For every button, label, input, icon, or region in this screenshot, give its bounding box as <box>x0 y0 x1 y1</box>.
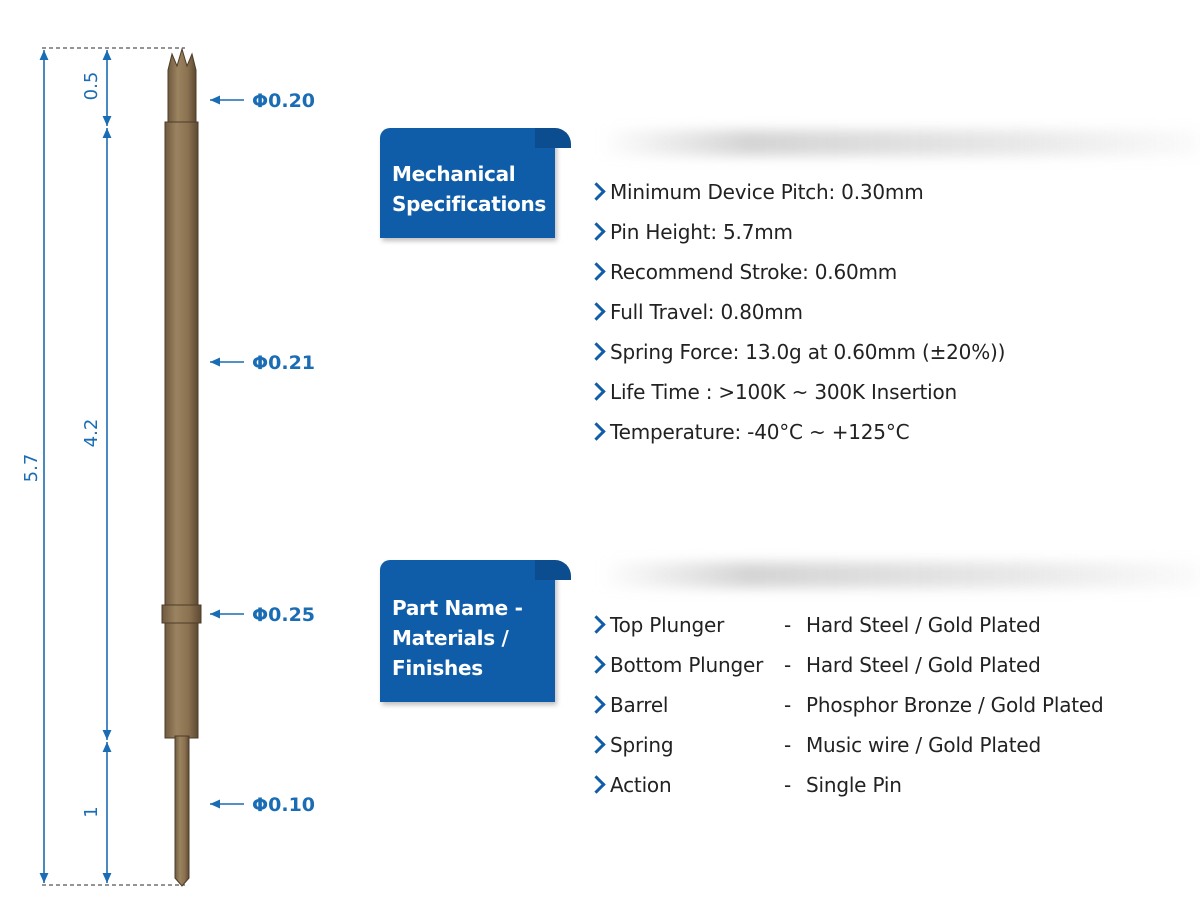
separator: - <box>784 773 792 797</box>
separator: - <box>784 613 792 637</box>
diameter-label: Φ0.20 <box>252 90 316 112</box>
diameter-label: Φ0.10 <box>252 794 316 816</box>
total-dimension-label: 5.7 <box>21 453 42 483</box>
list-item <box>588 725 1104 765</box>
spec-text: Pin Height: 5.7mm <box>610 220 793 244</box>
pin-barrel <box>165 122 198 738</box>
separator: - <box>784 693 792 717</box>
pin-crown-tip <box>168 49 196 124</box>
separator: - <box>784 733 792 757</box>
list-item <box>588 292 1005 332</box>
list-item <box>588 765 1104 805</box>
diameter-label: Φ0.25 <box>252 604 316 626</box>
spec-text: Recommend Stroke: 0.60mm <box>610 260 898 284</box>
diameter-callout-collar <box>210 604 315 626</box>
part-spec: Music wire / Gold Plated <box>806 733 1041 757</box>
materials-list <box>588 605 1104 805</box>
chevron-right-icon <box>588 252 610 292</box>
part-spec: Hard Steel / Gold Plated <box>806 653 1041 677</box>
spec-text: Spring Force: 13.0g at 0.60mm (±20%)) <box>610 340 1006 364</box>
spec-text: Minimum Device Pitch: 0.30mm <box>610 180 924 204</box>
materials-banner-title: Part Name - Materials / Finishes <box>392 596 523 680</box>
middle-dimension-label: 4.2 <box>81 418 102 448</box>
spec-text: Temperature: -40°C ~ +125°C <box>610 420 910 444</box>
chevron-right-icon <box>588 332 610 372</box>
list-item <box>588 685 1104 725</box>
pin-diagram <box>0 0 380 916</box>
pin-lower-plunger <box>175 736 189 886</box>
chevron-right-icon <box>588 212 610 252</box>
part-name: Top Plunger <box>610 613 725 637</box>
spec-text: Life Time : >100K ~ 300K Insertion <box>610 380 957 404</box>
chevron-right-icon <box>588 765 610 805</box>
chevron-right-icon <box>588 725 610 765</box>
part-name: Spring <box>610 733 674 757</box>
part-name: Barrel <box>610 693 669 717</box>
materials-header-shade <box>600 562 1200 588</box>
diameter-callout-plunger <box>210 794 315 816</box>
list-item <box>588 212 1005 252</box>
pin-collar <box>162 605 201 623</box>
probe-pin <box>162 49 201 886</box>
part-spec: Phosphor Bronze / Gold Plated <box>806 693 1104 717</box>
chevron-right-icon <box>588 412 610 452</box>
banner-curl <box>535 560 571 580</box>
mechanical-spec-list <box>588 172 1005 452</box>
chevron-right-icon <box>588 645 610 685</box>
part-name: Action <box>610 773 672 797</box>
spec-text: Full Travel: 0.80mm <box>610 300 803 324</box>
list-item <box>588 172 1005 212</box>
top-dimension-label: 0.5 <box>81 71 102 101</box>
list-item <box>588 252 1005 292</box>
materials-banner <box>380 560 555 702</box>
list-item <box>588 372 1005 412</box>
chevron-right-icon <box>588 172 610 212</box>
chevron-right-icon <box>588 685 610 725</box>
list-item <box>588 645 1104 685</box>
list-item <box>588 605 1104 645</box>
diameter-callout-top <box>210 90 315 112</box>
mechanical-banner-title: Mechanical Specifications <box>392 162 547 216</box>
chevron-right-icon <box>588 605 610 645</box>
mechanical-header-shade <box>600 130 1200 156</box>
part-spec: Single Pin <box>806 773 902 797</box>
separator: - <box>784 653 792 677</box>
part-name: Bottom Plunger <box>610 653 764 677</box>
mechanical-banner <box>380 128 555 238</box>
list-item <box>588 332 1005 372</box>
diameter-callout-barrel <box>210 352 315 374</box>
part-spec: Hard Steel / Gold Plated <box>806 613 1041 637</box>
diameter-label: Φ0.21 <box>252 352 316 374</box>
bottom-dimension-label: 1 <box>81 806 102 818</box>
chevron-right-icon <box>588 292 610 332</box>
banner-curl <box>535 128 571 148</box>
chevron-right-icon <box>588 372 610 412</box>
list-item <box>588 412 1005 452</box>
